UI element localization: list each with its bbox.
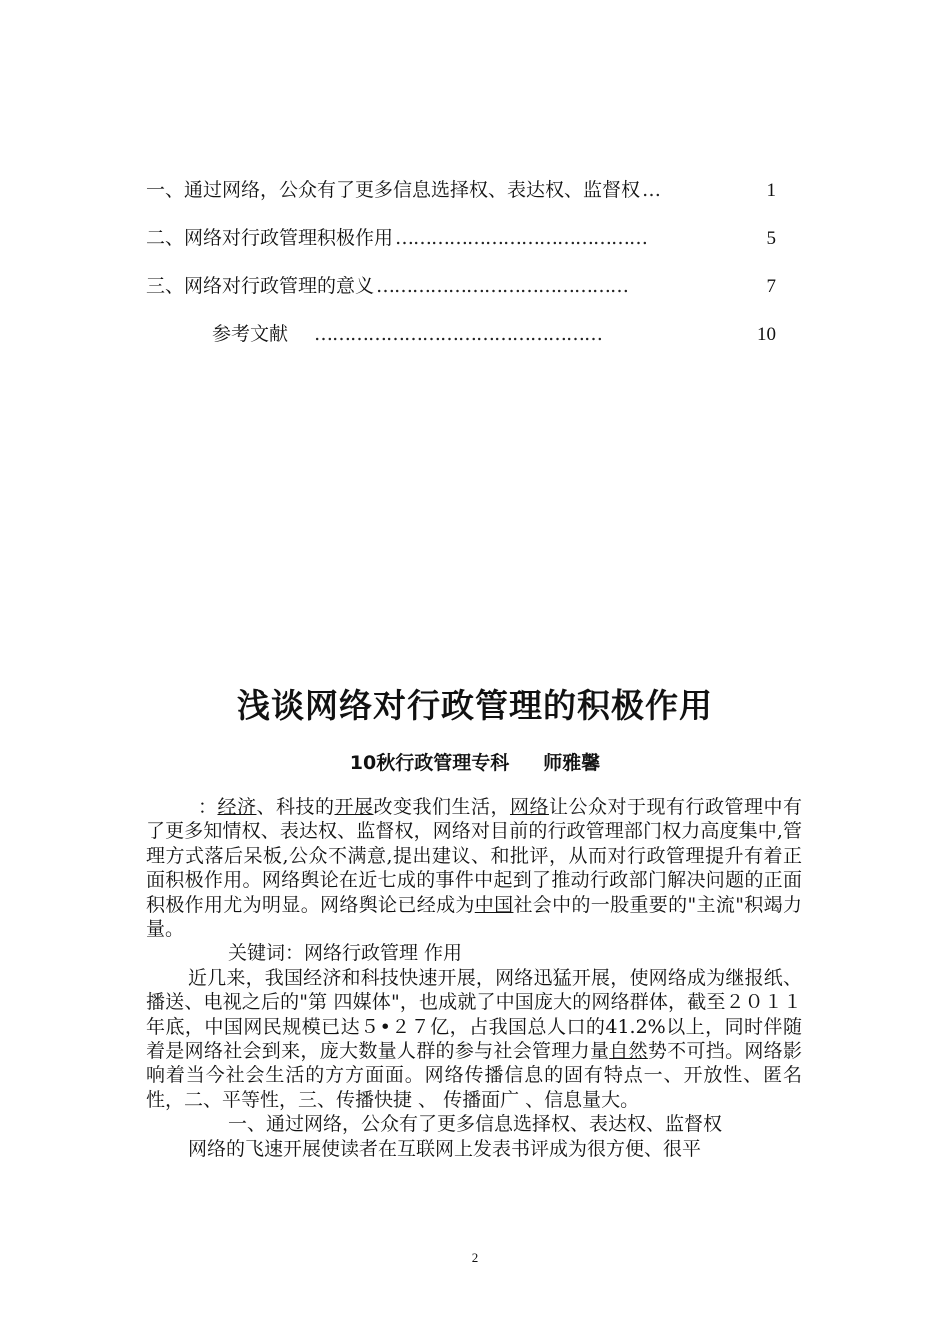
toc-leader-dots: ………………………………………… — [314, 323, 603, 345]
intro-text: 势不可挡。网络影响着当今社会生活的方方面面。网络传播信息的固有特点一、开放性、匿名性，二、平等性，三、传播快捷 、 传播面广 、信息量大。 — [146, 1040, 802, 1111]
toc-page-number: 10 — [757, 324, 776, 345]
section-paragraph: 网络的飞速开展使读者在互联网上发表书评成为很方便、很平 — [188, 1137, 702, 1160]
abstract-paragraph — [146, 795, 802, 941]
abstract-lead: ： — [198, 796, 218, 818]
toc-page-number: 5 — [766, 228, 776, 249]
toc-entry-1[interactable] — [146, 166, 776, 214]
abstract-text: 、科技的 — [256, 796, 335, 818]
byline-class: 10秋行政管理专科 — [349, 752, 510, 774]
toc-entry-references[interactable] — [146, 310, 776, 358]
toc-entry-2[interactable] — [146, 214, 776, 262]
toc-leader-dots: … — [642, 179, 661, 201]
link-network[interactable]: 网络 — [509, 796, 549, 818]
abstract-text: 社会中的一股重要的"主流"积竭力量。 — [146, 893, 802, 941]
toc-page-number: 7 — [766, 276, 776, 297]
byline — [0, 748, 950, 775]
link-natural[interactable]: 自然 — [609, 1040, 648, 1063]
toc-leader-dots: …………………………………… — [376, 275, 629, 297]
toc-page-number: 1 — [766, 180, 776, 201]
toc-entry-title: 参考文献 — [212, 323, 289, 345]
toc-entry-3[interactable] — [146, 262, 776, 310]
toc-entry-title: 三、网络对行政管理的意义 — [146, 275, 375, 297]
section-heading-1: 一、通过网络，公众有了更多信息选择权、表达权、监督权 — [228, 1113, 723, 1136]
abstract-text: 改变我们生活， — [373, 796, 510, 818]
toc-entry-title: 二、网络对行政管理积极作用 — [146, 227, 394, 249]
article-title: 浅谈网络对行政管理的积极作用 — [237, 686, 713, 725]
intro-text: 近几来，我国经济和科技快速开展，网络迅猛开展，使网络成为继报纸、播送、电视之后的"第 四媒体"，也成就了中国庞大的网络群体，截至２０１１年底，中国网民规模已达５•２７亿，占我国总人口的41.2%以上，同时伴随着是网络社会到来，庞大数量人群的参与社会管理力量 — [146, 966, 802, 1063]
article-body — [146, 795, 802, 1161]
link-economy[interactable]: 经济 — [217, 796, 257, 818]
page-number: 2 — [471, 1250, 479, 1265]
intro-paragraph — [146, 966, 802, 1112]
link-development[interactable]: 开展 — [334, 796, 374, 818]
abstract-text: 让公众对于现有行政管理中有了更多知情权、表达权、监督权，网络对目前的行政管理部门权力高度集中,管理方式落后呆板,公众不满意,提出建议、和批评，从而对行政管理提升有着正面积极作用。网络舆论在近七成的事件中起到了推动行政部门解决问题的正面积极作用尤为明显。网络舆论已经成为 — [146, 796, 802, 916]
toc-entry-title: 一、通过网络，公众有了更多信息选择权、表达权、监督权 — [146, 179, 641, 201]
table-of-contents — [146, 166, 776, 358]
keywords-line: 关键词：网络行政管理 作用 — [228, 942, 463, 965]
byline-author: 师雅馨 — [543, 752, 601, 774]
link-china[interactable]: 中国 — [474, 893, 514, 916]
toc-leader-dots: …………………………………… — [395, 227, 648, 249]
